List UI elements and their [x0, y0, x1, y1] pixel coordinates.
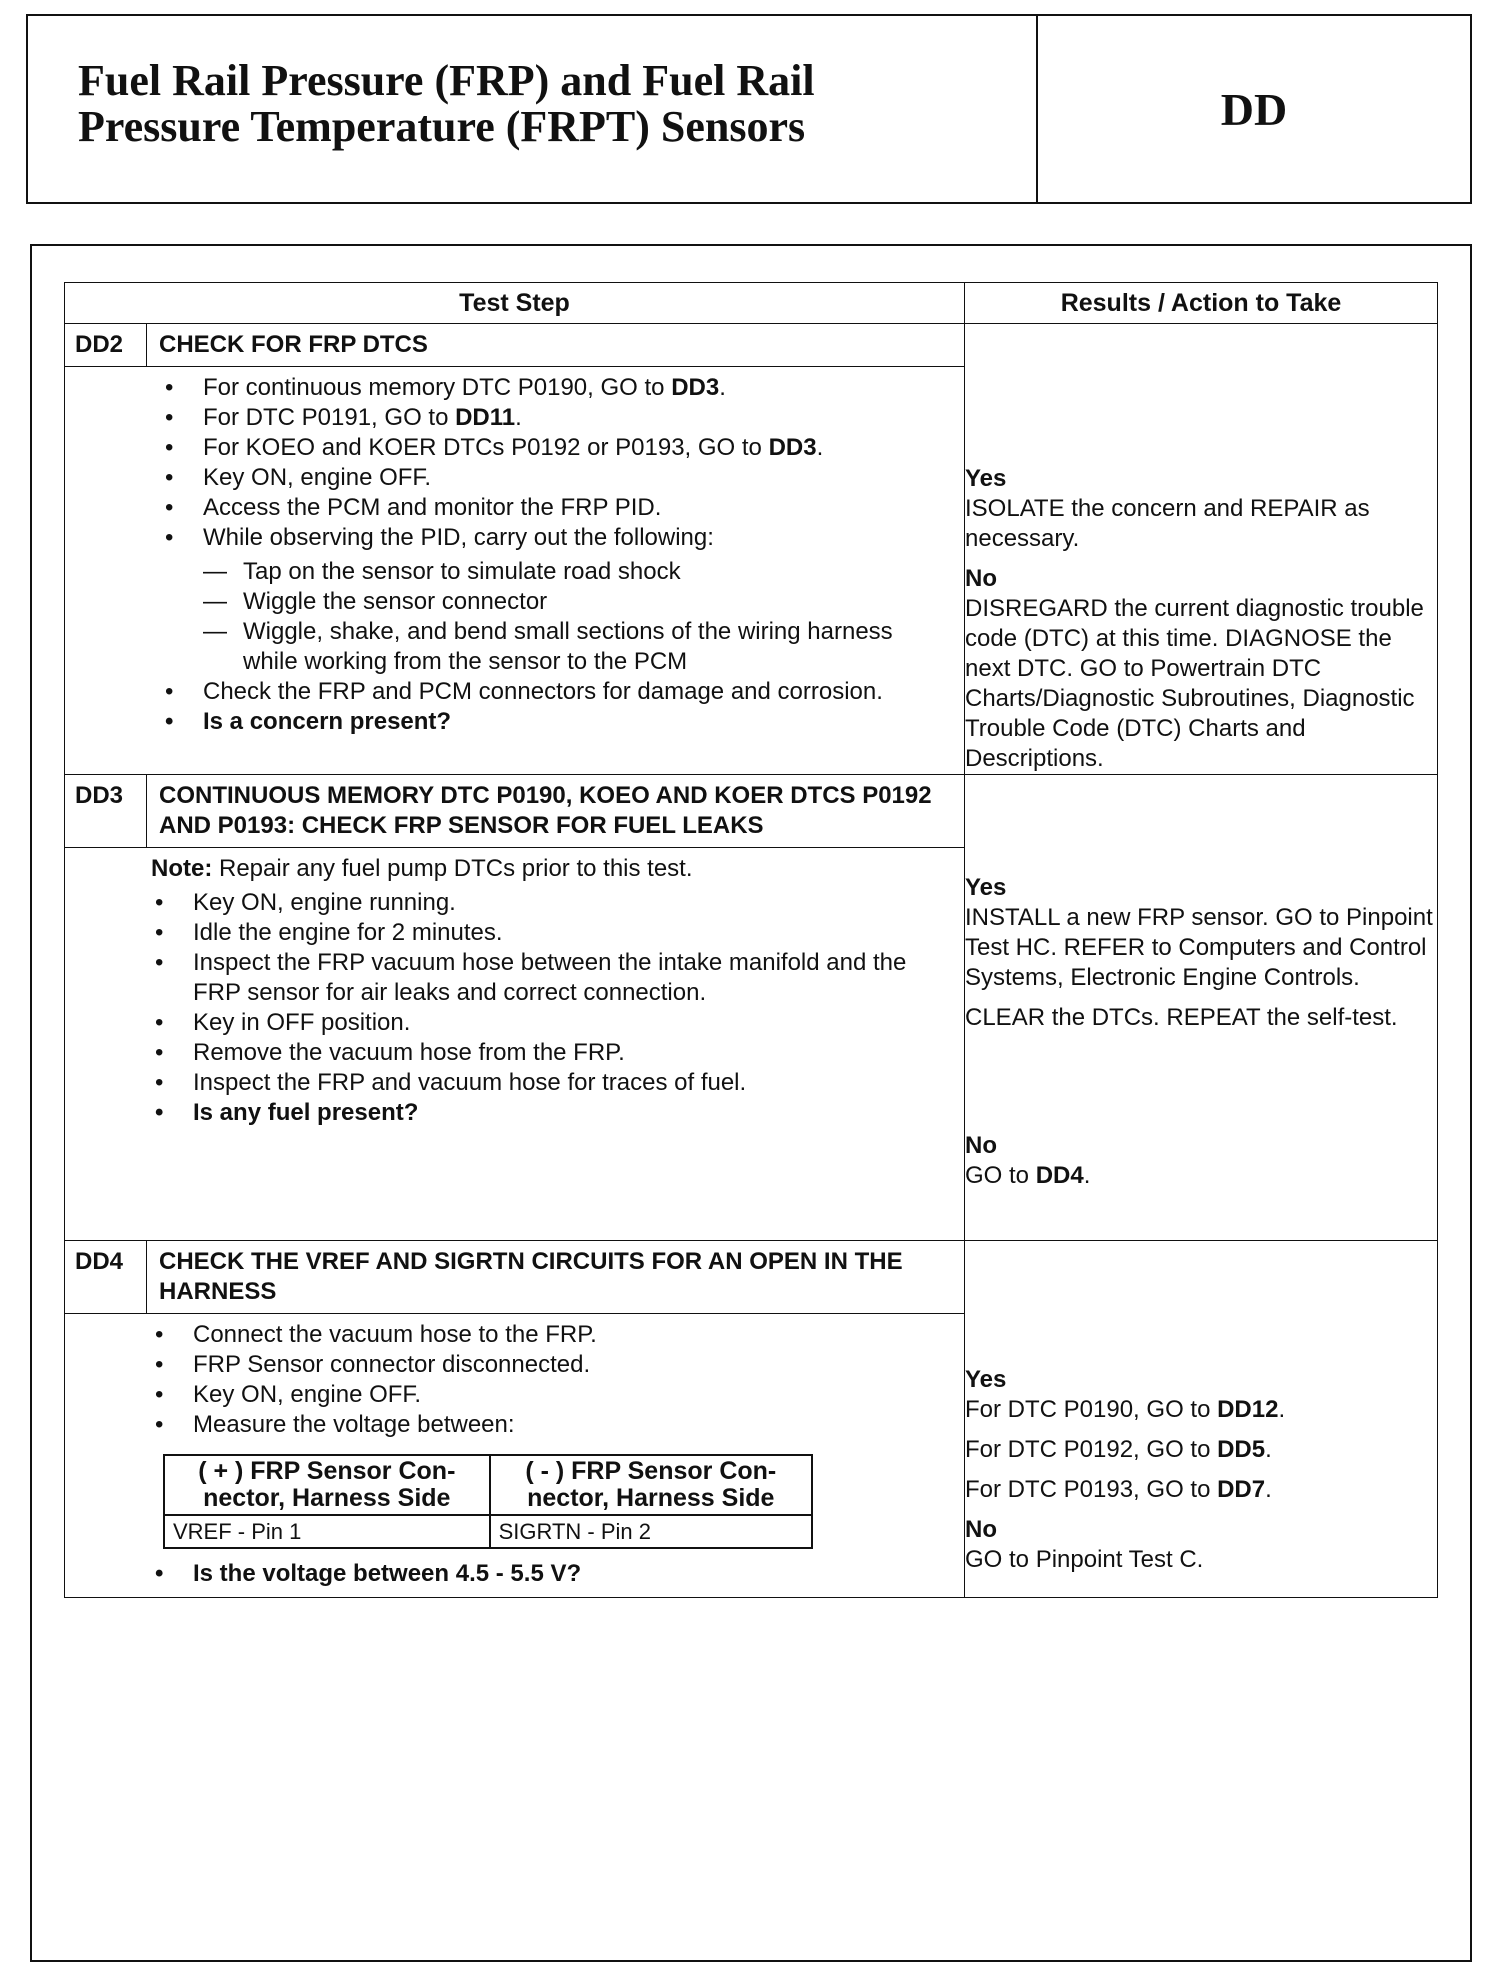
step-row-dd3: [65, 775, 1438, 1241]
yes-action-2: CLEAR the DTCs. REPEAT the self-test.: [965, 1004, 1398, 1031]
question: • Is any fuel present?: [151, 1098, 954, 1128]
list-item: • Key ON, engine OFF.: [151, 1380, 954, 1410]
no-action: GO to Pinpoint Test C.: [965, 1546, 1204, 1573]
yes-label: Yes: [965, 465, 1007, 492]
results-dd4: [965, 1241, 1438, 1598]
list-item: • FRP Sensor connector disconnected.: [151, 1350, 954, 1380]
list-item: • Key ON, engine OFF.: [161, 463, 954, 493]
results-dd3: [965, 775, 1438, 1241]
table-row: [164, 1515, 812, 1548]
sub-step: — Wiggle, shake, and bend small sections of the wiring harness while working from the sensor to the PCM: [203, 617, 954, 677]
sub-step: — Wiggle the sensor connector: [203, 587, 954, 617]
step-id: DD4: [65, 1241, 147, 1314]
list-item: • For KOEO and KOER DTCs P0192 or P0193, GO to DD3.: [161, 433, 954, 463]
voltage-measure-table: [163, 1454, 813, 1549]
test-step-table: [64, 282, 1438, 1598]
table-header-row: [65, 283, 1438, 324]
page-title: [28, 16, 1036, 202]
no-action: DISREGARD the current diagnostic trouble code (DTC) at this time. DIAGNOSE the next DTC. GO to Powertrain DTC Charts/Diagnostic Subroutines, Diagnostic Trouble Code (DTC) Charts and Descriptions.: [965, 595, 1424, 772]
step-ref: DD11: [455, 404, 516, 431]
step-ref: DD5: [1217, 1436, 1266, 1463]
question: • Is a concern present?: [161, 707, 954, 737]
step-title: CONTINUOUS MEMORY DTC P0190, KOEO AND KOER DTCS P0192 AND P0193: CHECK FRP SENSOR FOR FUEL LEAKS: [147, 775, 964, 848]
list-item: • Measure the voltage between:: [151, 1410, 954, 1440]
list-item: • Key ON, engine running.: [151, 888, 954, 918]
step-title: CHECK FOR FRP DTCS: [147, 324, 964, 367]
no-label: No: [965, 1132, 997, 1159]
no-label: No: [965, 565, 997, 592]
title-line-1: Fuel Rail Pressure (FRP) and Fuel Rail: [78, 56, 815, 105]
step-row-dd2: [65, 324, 1438, 775]
table-cell: VREF - Pin 1: [164, 1515, 490, 1548]
list-item: • For DTC P0191, GO to DD11.: [161, 403, 954, 433]
list-item: • For continuous memory DTC P0190, GO to DD3.: [161, 373, 954, 403]
page-header: [26, 14, 1472, 204]
list-item: • Connect the vacuum hose to the FRP.: [151, 1320, 954, 1350]
list-item: • Inspect the FRP and vacuum hose for traces of fuel.: [151, 1068, 954, 1098]
title-line-2: Pressure Temperature (FRPT) Sensors: [78, 102, 806, 151]
list-item: • Remove the vacuum hose from the FRP.: [151, 1038, 954, 1068]
step-ref: DD4: [1035, 1162, 1084, 1189]
col-test-step: Test Step: [65, 283, 965, 324]
step-ref: DD7: [1217, 1476, 1266, 1503]
list-item: • While observing the PID, carry out the following:: [161, 523, 954, 553]
step-instructions: [161, 373, 954, 553]
yes-label: Yes: [965, 874, 1007, 901]
list-item: • Access the PCM and monitor the FRP PID.: [161, 493, 954, 523]
results-dd2: [965, 324, 1438, 775]
list-item: • Idle the engine for 2 minutes.: [151, 918, 954, 948]
note: Note: Repair any fuel pump DTCs prior to this test.: [151, 855, 693, 882]
no-label: No: [965, 1516, 997, 1543]
step-instructions: [151, 1320, 954, 1440]
step-ref: DD3: [768, 434, 817, 461]
list-item: • Inspect the FRP vacuum hose between the intake manifold and the FRP sensor for air leaks and correct connection.: [151, 948, 954, 1008]
yes-action: INSTALL a new FRP sensor. GO to Pinpoint Test HC. REFER to Computers and Control Systems, Electronic Engine Controls.: [965, 904, 1433, 991]
col-results: Results / Action to Take: [965, 283, 1438, 324]
step-row-dd4: [65, 1241, 1438, 1598]
question: • Is the voltage between 4.5 - 5.5 V?: [151, 1559, 954, 1589]
sub-col-positive: ( + ) FRP Sensor Con- nector, Harness Side: [164, 1455, 490, 1515]
list-item: • Check the FRP and PCM connectors for damage and corrosion.: [161, 677, 954, 707]
section-code: DD: [1036, 16, 1470, 202]
yes-label: Yes: [965, 1366, 1007, 1393]
no-action: GO to DD4.: [965, 1162, 1091, 1189]
yes-action: For DTC P0190, GO to DD12.: [965, 1396, 1286, 1423]
yes-action: For DTC P0192, GO to DD5.: [965, 1436, 1272, 1463]
yes-action: ISOLATE the concern and REPAIR as necessary.: [965, 495, 1370, 552]
step-ref: DD3: [671, 374, 720, 401]
table-cell: SIGRTN - Pin 2: [490, 1515, 812, 1548]
step-ref: DD12: [1217, 1396, 1279, 1423]
sub-steps: [161, 557, 954, 677]
list-item: • Key in OFF position.: [151, 1008, 954, 1038]
yes-action: For DTC P0193, GO to DD7.: [965, 1476, 1272, 1503]
step-id: DD2: [65, 324, 147, 367]
step-title: CHECK THE VREF AND SIGRTN CIRCUITS FOR AN OPEN IN THE HARNESS: [147, 1241, 964, 1314]
sub-step: — Tap on the sensor to simulate road shock: [203, 557, 954, 587]
step-instructions: [151, 888, 954, 1128]
sub-col-negative: ( - ) FRP Sensor Con- nector, Harness Side: [490, 1455, 812, 1515]
step-id: DD3: [65, 775, 147, 848]
